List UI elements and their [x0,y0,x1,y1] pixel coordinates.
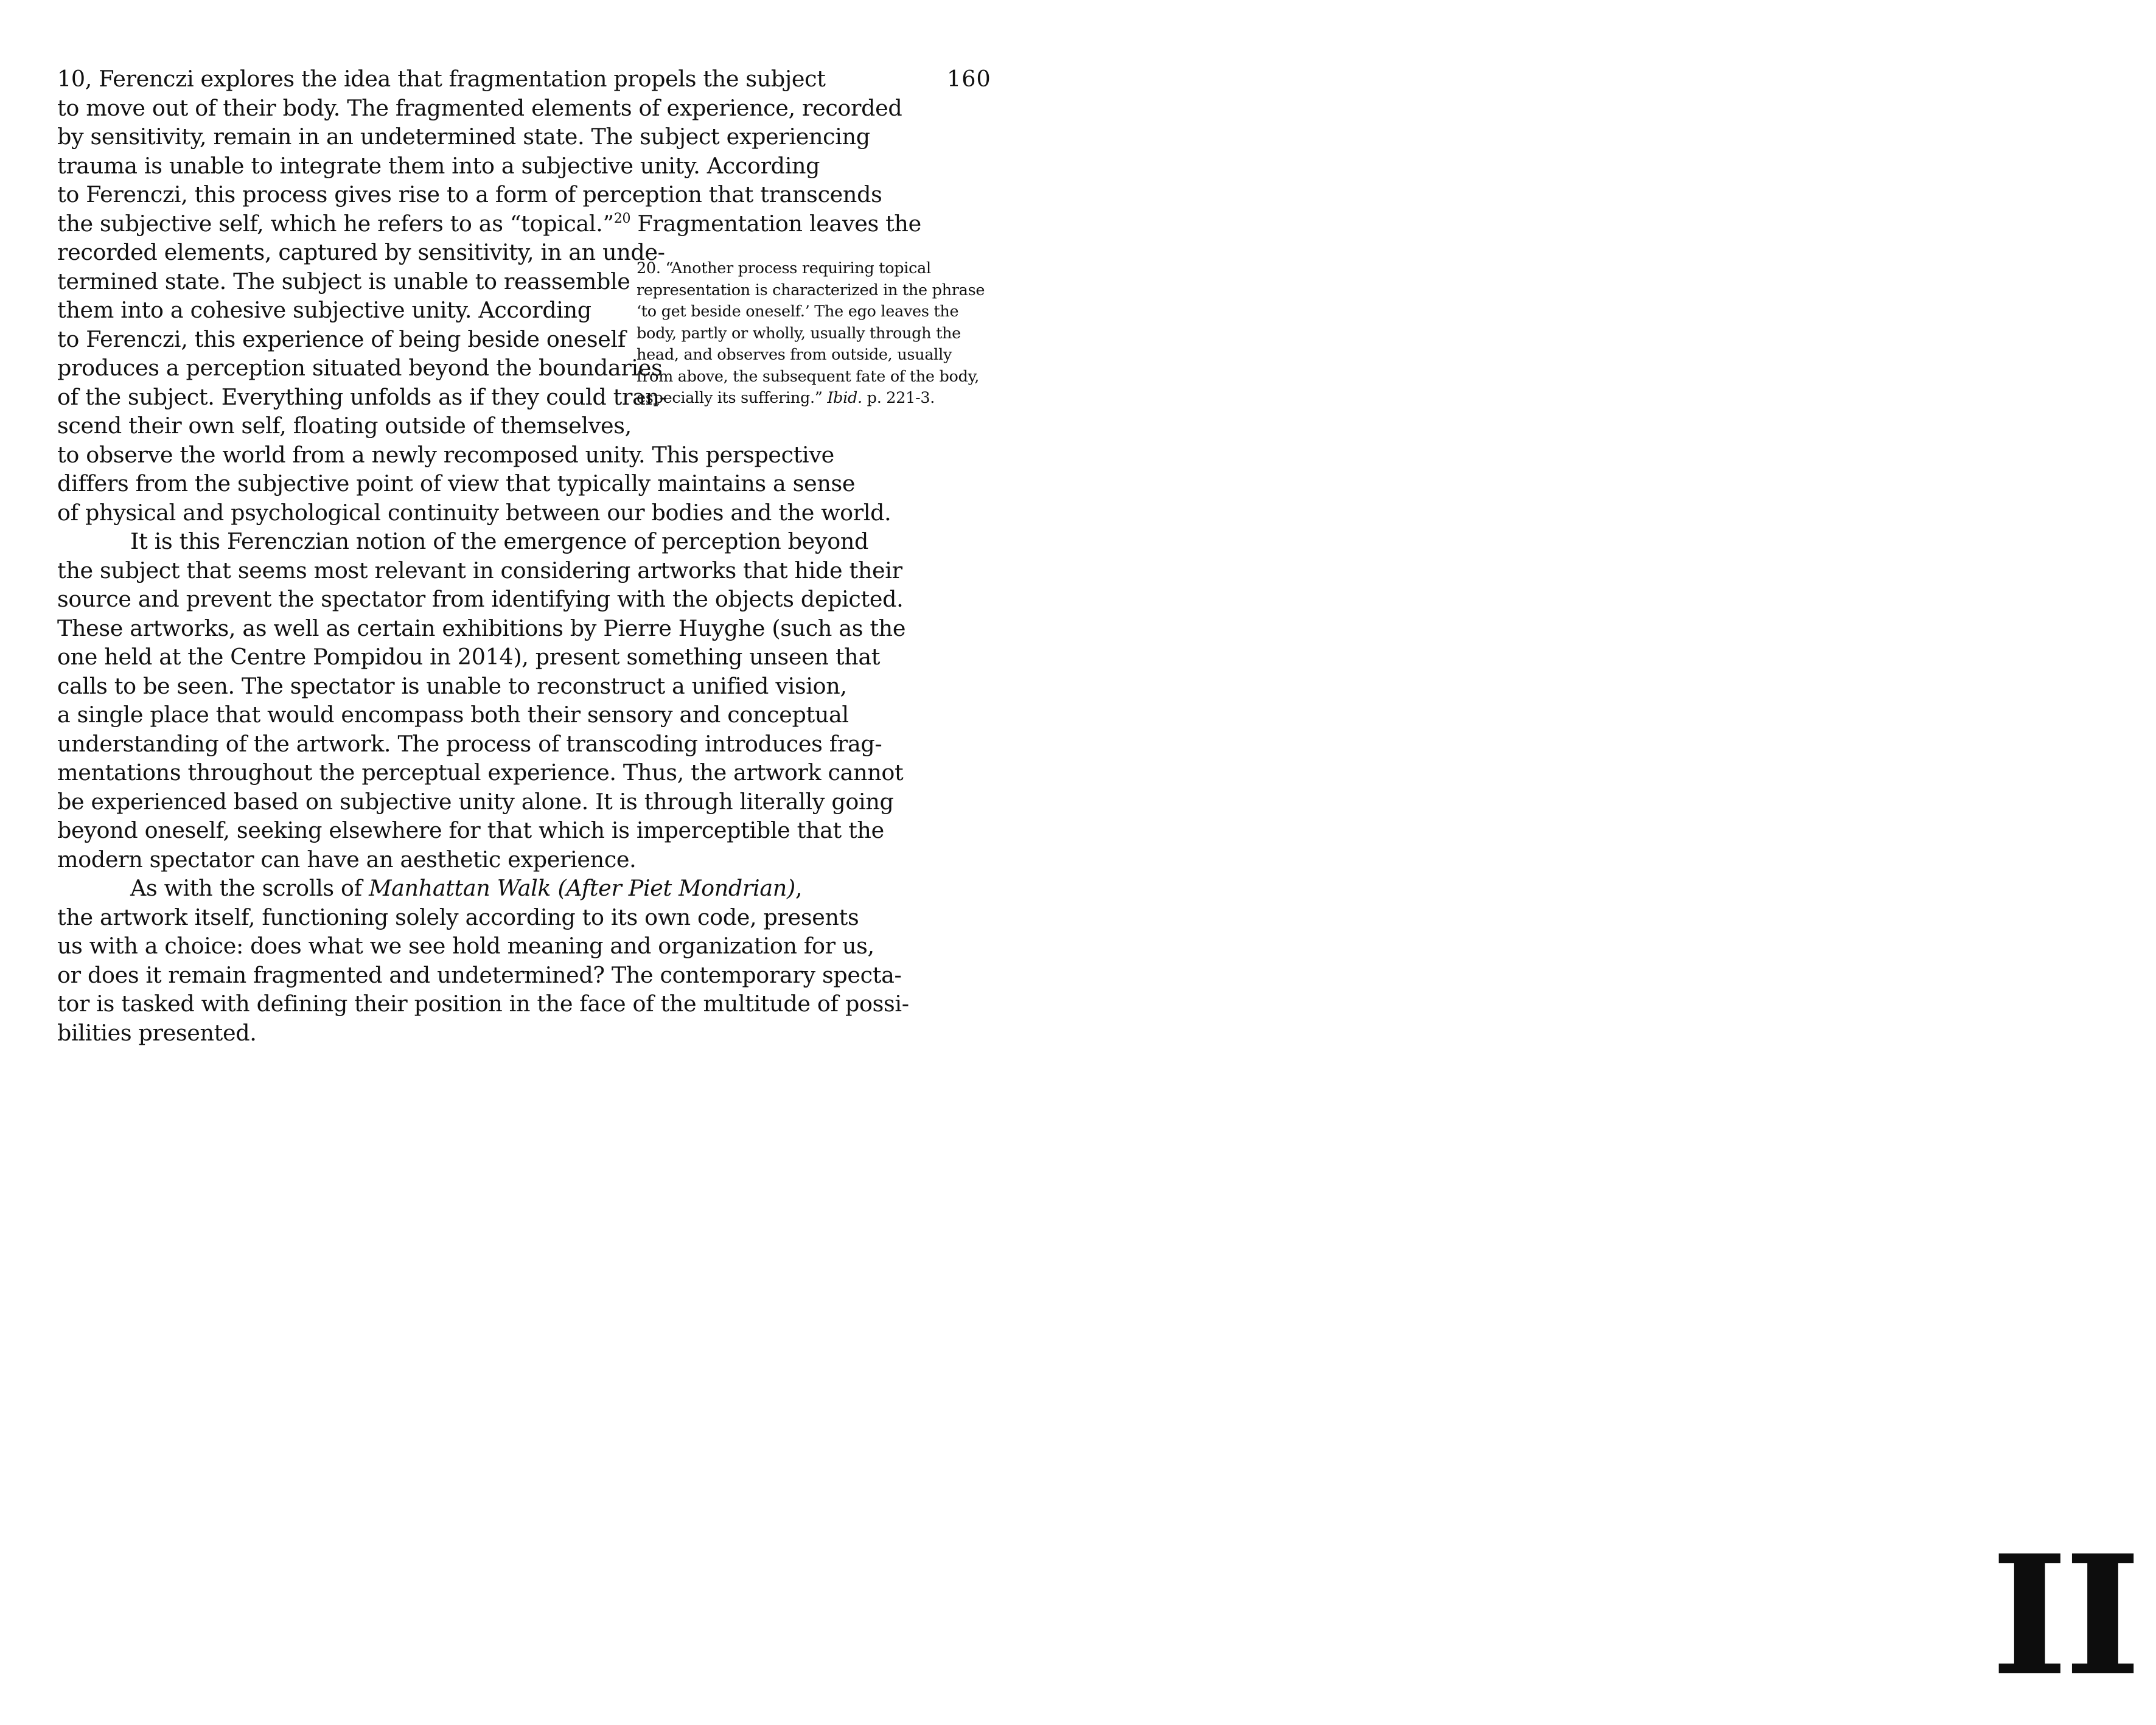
footnote-line-text: especially its suffering.” [637,389,828,407]
body-line: scend their own self, floating outside of themselves, [57,413,632,439]
body-line: termined state. The subject is unable to reassemble [57,268,630,294]
footnote-line: 20. “Another process requiring topical [637,259,931,277]
body-line: mentations throughout the perceptual experience. Thus, the artwork cannot [57,759,904,786]
body-line: a single place that would encompass both their sensory and conceptual [57,702,849,728]
body-line-text: the subjective self, which he refers to as “topical.” [57,210,614,237]
body-line [57,874,909,903]
chapter-numeral: II [1991,1519,2138,1712]
body-line: source and prevent the spectator from identifying with the objects depicted. [57,586,904,612]
artwork-title: Manhattan Walk (After Piet Mondrian) [369,875,795,901]
body-line-text: , [795,875,803,901]
body-line: of the subject. Everything unfolds as if they could tran- [57,383,667,410]
body-line: or does it remain fragmented and undetermined? The contemporary specta- [57,961,902,988]
footnote-line-text: p. 221-3. [862,389,935,407]
body-line: by sensitivity, remain in an undetermined state. The subject experiencing [57,124,870,150]
footnote-line: representation is characterized in the phrase [637,281,985,299]
body-line: produces a perception situated beyond the boundaries [57,355,663,381]
body-line: beyond oneself, seeking elsewhere for that which is imperceptible that the [57,817,884,843]
body-line: calls to be seen. The spectator is unable to reconstruct a unified vision, [57,672,847,699]
body-line: the subject that seems most relevant in considering artworks that hide their [57,557,902,584]
body-line: one held at the Centre Pompidou in 2014), present something unseen that [57,644,881,670]
footnote-line: ‘to get beside oneself.’ The ego leaves the [637,302,959,321]
footnote-reference[interactable]: 20 [613,211,631,226]
body-line: It is this Ferenczian notion of the emergence of perception beyond [130,528,868,554]
body-line: the artwork itself, functioning solely according to its own code, presents [57,904,859,930]
body-line: to Ferenczi, this experience of being beside oneself [57,326,626,352]
body-line: to observe the world from a newly recomposed unity. This perspective [57,441,834,468]
body-line: us with a choice: does what we see hold meaning and organization for us, [57,933,874,959]
body-line: trauma is unable to integrate them into a subjective unity. According [57,152,820,179]
body-line: understanding of the artwork. The process of transcoding introduces frag- [57,730,882,757]
body-line: modern spectator can have an aesthetic experience. [57,846,637,873]
body-line: tor is tasked with defining their position in the face of the multitude of possi- [57,991,909,1017]
body-line-text: Fragmentation leaves the [630,210,921,237]
body-text [57,64,921,1047]
page-number: 160 [947,66,991,92]
footnote-line: body, partly or wholly, usually through the [637,324,961,343]
footnote-20 [637,258,1002,409]
body-line: recorded elements, captured by sensitivity, in an unde- [57,239,665,265]
body-line: 10, Ferenczi explores the idea that fragmentation propels the subject [57,66,826,92]
body-line: to Ferenczi, this process gives rise to a form of perception that transcends [57,181,882,207]
body-line: to move out of their body. The fragmented elements of experience, recorded [57,94,902,121]
body-line-text: As with the scrolls of [130,875,369,901]
footnote-line [637,388,1002,409]
body-line: These artworks, as well as certain exhibitions by Pierre Huyghe (such as the [57,615,906,641]
footnote-line: from above, the subsequent fate of the body, [637,367,980,386]
body-line: them into a cohesive subjective unity. According [57,297,591,323]
body-line: be experienced based on subjective unity alone. It is through literally going [57,788,894,815]
footnote-ibid: Ibid. [827,389,862,407]
body-line: bilities presented. [57,1019,257,1046]
body-line [57,209,921,239]
body-line: differs from the subjective point of view that typically maintains a sense [57,470,856,497]
body-line: of physical and psychological continuity between our bodies and the world. [57,499,891,526]
footnote-line: head, and observes from outside, usually [637,346,952,364]
